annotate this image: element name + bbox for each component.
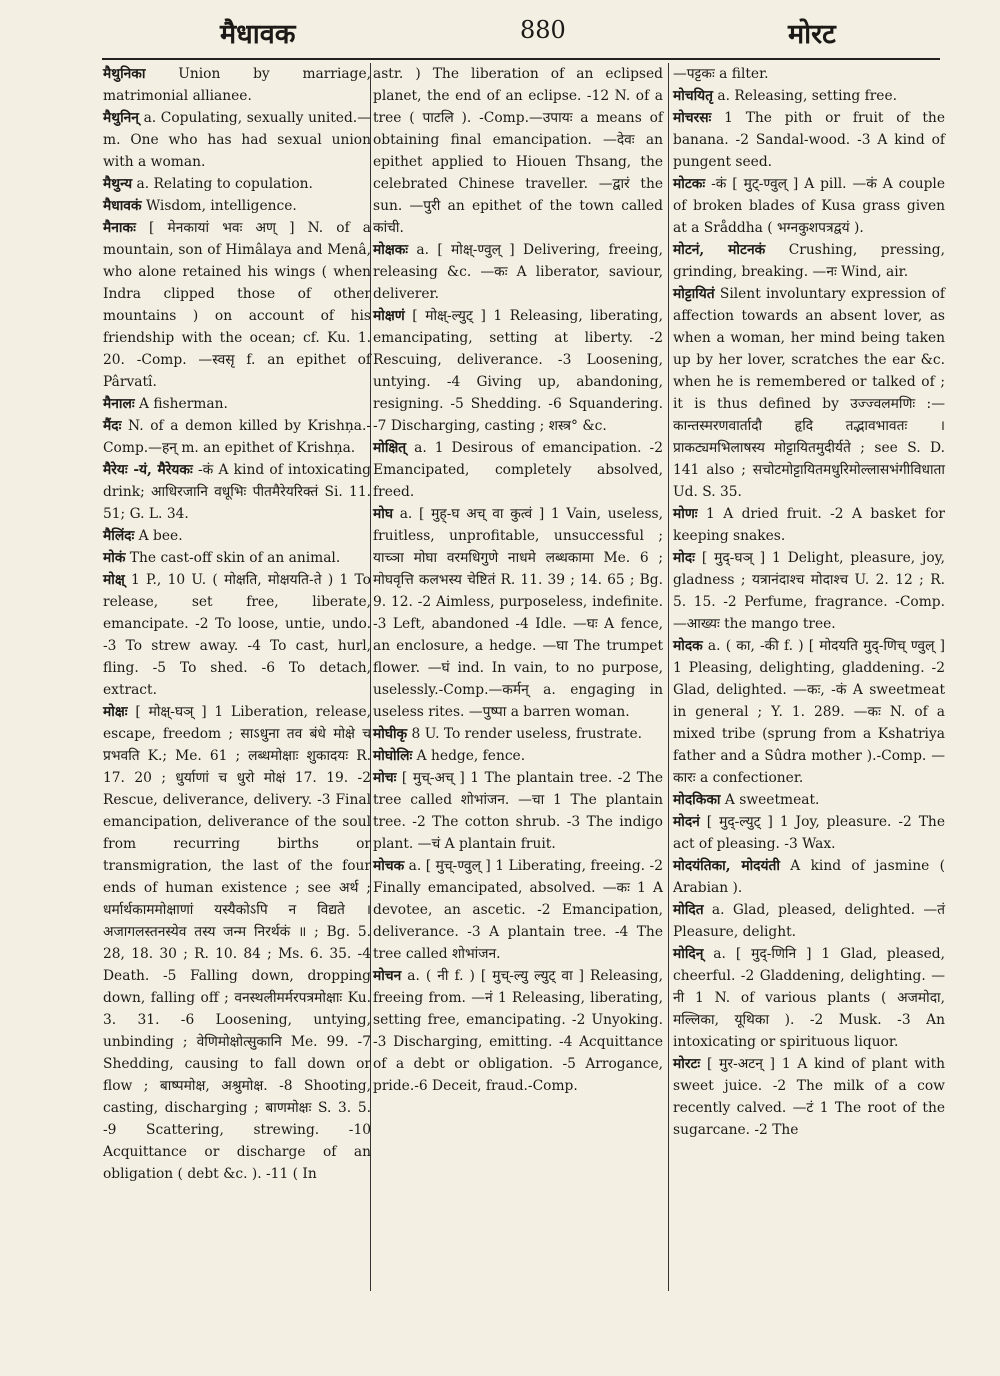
entry-headword: मोणः <box>673 506 698 522</box>
entry-headword: मैनाकः <box>103 220 136 236</box>
entry-definition: 1 The pith or fruit of the banana. -2 Sandal-wood. -3 A kind of pungent seed. <box>673 110 945 170</box>
dictionary-entry <box>673 1053 945 1141</box>
entry-headword: मैरेयः -यं, मैरेयकः <box>103 462 193 478</box>
entry-definition: The cast-off skin of an animal. <box>125 550 341 566</box>
entry-definition: a. Relating to copulation. <box>132 176 313 192</box>
entry-definition: -कं [ मुट्-ण्वुल् ] A pill. —कं A couple of broken blades of Kusa grass given at a Sråddha ( भग्नकुशपत्रद्वयं ). <box>673 176 945 236</box>
entry-headword: मैथुन्य <box>103 176 133 192</box>
entry-headword: मोक्ष् <box>103 572 125 588</box>
entry-definition: 8 U. To render useless, frustrate. <box>407 726 643 742</box>
entry-headword: मोदकिका <box>673 792 721 808</box>
entry-definition: Union by marriage, matrimonial allianee. <box>103 66 371 104</box>
entry-headword: मोक्षकः <box>373 242 409 258</box>
entry-definition: A fisherman. <box>134 396 228 412</box>
dictionary-entry <box>373 723 663 745</box>
dictionary-entry <box>103 107 371 173</box>
entry-headword: मोक्षः <box>103 704 128 720</box>
entry-definition: a. [ मुह्-घ अच् वा कुत्वं ] 1 Vain, useless, fruitless, unprofitable, unsuccessful ; याच्ञा मोघा वरमधिगुणे नाधमे लब्धकामा Me. 6 ; मोघवृत्ति कलभस्य चेष्टितं R. 11. 39 ; 14. 65 ; Bg. 9. 12. -2 Aimless, purposeless, indefinite. -3 Left, abandoned -4 Idle. —घः A fence, an enclosure, a hedge. —घा The trumpet flower. —घं ind. In vain, to no purpose, uselessly.-Comp.—कर्मन् a. engaging in useless rites. —पुष्पा a barren woman. <box>373 506 663 720</box>
entry-headword: मोघीकृ <box>373 726 408 742</box>
dictionary-entry <box>673 943 945 1053</box>
dictionary-entry <box>373 855 663 965</box>
entry-definition: [ मोक्ष्-घञ् ] 1 Liberation, release, escape, freedom ; साऽधुना तव बंधे मोक्षे च प्रभवति K.; Me. 61 ; लब्धमोक्षाः शुकादयः R. 17. 20 ; धुर्याणां च धुरो मोक्षं 17. 19. -2 Rescue, deliverance, delivery. -3 Final emancipation, deliverance of the soul from recurring births or transmigration, the last of the four ends of human existence ; see अर्थ ; धर्मार्थकाममोक्षाणां यस्यैकोऽपि न विद्यते । अजागलस्तनस्येव तस्य जन्म निरर्थकं ॥ ; Bg. 5. 28, 18. 30 ; R. 10. 84 ; Ms. 6. 35. -4 Death. -5 Falling down, dropping down, falling off ; वनस्थलीमर्मरपत्रमोक्षाः Ku. 3. 31. -6 Loosening, untying, unbinding ; वेणिमोक्षोत्सुकानि Me. 99. -7 Shedding, causing to fall down or flow ; बाष्पमोक्ष, अश्रुमोक्ष. -8 Shooting, casting, discharging ; बाणमोक्षः S. 3. 5. -9 Scattering, strewing. -10 Acquittance or discharge of an obligation ( debt &c. ). -11 ( In <box>103 704 371 1182</box>
entry-headword: मोक्षित् <box>373 440 407 456</box>
entry-definition: Silent involuntary expression of affection towards an absent lover, as when a woman, her mind being taken up by her lover, scratches the ear &c. when he is remembered or talked of ; it is thus defined by उज्ज्वलमणिः :—कान्तस्मरणवार्तादौ हृदि तद्भावभावतः । प्राकट्यमभिलाषस्य मोट्टायितमुदीर्यते ; see S. D. 141 also ; सचोटमोट्टायितमधुरिमोल्लासभंगीविधाता Ud. S. 35. <box>673 286 945 500</box>
entry-definition: 1 A dried fruit. -2 A basket for keeping snakes. <box>673 506 945 544</box>
entry-definition: a. Releasing, setting free. <box>713 88 898 104</box>
entry-definition: [ मुर-अटन् ] 1 A kind of plant with sweet juice. -2 The milk of a cow recently calved. —टं 1 The root of the sugarcane. -2 The <box>673 1056 945 1138</box>
entry-definition: a. Copulating, sexually united.—m. One who has had sexual union with a woman. <box>103 110 371 170</box>
entry-definition: -कं A kind of intoxicating drink; आधिरजानि वधूभिः पीतमैरेयरिक्तं Si. 11. 51; G. L. 34. <box>103 462 371 522</box>
column-1 <box>103 63 371 1185</box>
entry-definition: a. Glad, pleased, delighted. —तं Pleasure, delight. <box>673 902 945 940</box>
dictionary-entry <box>373 437 663 503</box>
entry-definition: a. 1 Desirous of emancipation. -2 Emancipated, completely absolved, freed. <box>373 440 663 500</box>
entry-definition: —पट्टकः a filter. <box>673 66 769 82</box>
right-running-headword: मोरट <box>788 19 836 50</box>
entry-headword: मोदनं <box>673 814 700 830</box>
dictionary-entry <box>103 547 371 569</box>
entry-definition: [ मुच्-अच् ] 1 The plantain tree. -2 The tree called शोभांजन. —चा 1 The plantain tree. -2 The cotton shrub. -3 The indigo plant. —चं A plantain fruit. <box>373 770 663 852</box>
entry-definition: astr. ) The liberation of an eclipsed planet, the end of an eclipse. -12 N. of a tree ( पाटलि ). -Comp.—उपायः a means of obtaining final emancipation. —देवः an epithet applied to Hiouen Thsang, the celebrated Chinese traveller. —द्वारं the sun. —पुरी an epithet of the town called कांची. <box>373 66 663 236</box>
header-rule <box>102 58 940 60</box>
entry-definition: a. [ मोक्ष्-ण्वुल् ] Delivering, freeing, releasing &c. —कः A liberator, saviour, deliverer. <box>373 242 663 302</box>
entry-definition: [ मेनकायां भवः अण् ] N. of a mountain, son of Himâlaya and Menâ, who alone retained his wings ( when Indra clipped those of other mountains ) on account of his friendship with the ocean; cf. Ku. 1. 20. -Comp. —स्वसृ f. an epithet of Pârvatî. <box>103 220 371 390</box>
entry-definition: [ मुद्-ल्युट् ] 1 Joy, pleasure. -2 The act of pleasing. -3 Wax. <box>673 814 945 852</box>
dictionary-entry <box>103 217 371 393</box>
entry-headword: मोट्टायितं <box>673 286 715 302</box>
left-running-headword: मैधावक <box>220 19 296 50</box>
entry-headword: मोदिन् <box>673 946 704 962</box>
dictionary-entry <box>103 701 371 1185</box>
entry-headword: मोरटः <box>673 1056 701 1072</box>
entry-headword: मोदयंतिका, मोदयंती <box>673 858 780 874</box>
entry-definition: A bee. <box>134 528 183 544</box>
entry-headword: मोदः <box>673 550 695 566</box>
entry-headword: मोदक <box>673 638 703 654</box>
entry-headword: मैथुनिन् <box>103 110 139 126</box>
entry-definition: Crushing, pressing, grinding, breaking. —नः Wind, air. <box>673 242 946 280</box>
entry-headword: मोकं <box>103 550 126 566</box>
entry-headword: मोचक <box>373 858 405 874</box>
dictionary-entry <box>673 855 945 899</box>
dictionary-entry <box>373 745 663 767</box>
entry-definition: N. of a demon killed by Krishņa.-Comp.—हन् m. an epithet of Krishņa. <box>103 418 371 456</box>
entry-headword: मोघोलिः <box>373 748 413 764</box>
dictionary-entry <box>673 63 945 85</box>
entry-headword: मोचः <box>373 770 397 786</box>
dictionary-entry <box>103 393 371 415</box>
entry-headword: मोचरसः <box>673 110 712 126</box>
entry-definition: a. ( का, -की f. ) [ मोदयति मुद्-णिच् ण्वुल् ] 1 Pleasing, delighting, gladdening. -2 Glad, delighted. —कः, -कं A sweetmeat in general ; Y. 1. 289. —कः N. of a mixed tribe (sprung from a Kshatriya father and a Sûdra mother ).-Comp. —कारः a confectioner. <box>673 638 945 786</box>
entry-headword: मोटकः <box>673 176 706 192</box>
entry-definition: A sweetmeat. <box>720 792 820 808</box>
entry-headword: मोक्षणं <box>373 308 405 324</box>
dictionary-entry <box>103 195 371 217</box>
dictionary-entry <box>373 965 663 1097</box>
entry-headword: मोचयितृ <box>673 88 714 104</box>
entry-definition: A kind of jasmine ( Arabian ). <box>673 858 945 896</box>
dictionary-entry <box>103 459 371 525</box>
entry-headword: मोचन <box>373 968 402 984</box>
column-2 <box>373 63 663 1097</box>
dictionary-entry <box>673 635 945 789</box>
dictionary-entry <box>673 107 945 173</box>
entry-headword: मोदित <box>673 902 704 918</box>
dictionary-entry <box>673 789 945 811</box>
dictionary-entry <box>673 811 945 855</box>
dictionary-entry <box>103 63 371 107</box>
dictionary-entry <box>373 239 663 305</box>
dictionary-entry <box>673 173 945 239</box>
page-header <box>80 14 940 58</box>
dictionary-entry <box>673 547 945 635</box>
entry-headword: मैलिंदः <box>103 528 135 544</box>
entry-definition: Wisdom, intelligence. <box>141 198 297 214</box>
dictionary-entry <box>673 899 945 943</box>
dictionary-entry <box>673 85 945 107</box>
dictionary-entry <box>673 503 945 547</box>
entry-headword: मोटनं, मोटनकं <box>673 242 766 258</box>
column-divider <box>668 63 669 1291</box>
dictionary-entry <box>103 525 371 547</box>
entry-definition: A hedge, fence. <box>412 748 526 764</box>
entry-definition: [ मोक्ष्-ल्युट् ] 1 Releasing, liberating, emancipating, setting at liberty. -2 Rescuing, deliverance. -3 Loosening, untying. -4 Giving up, abandoning, resigning. -5 Shedding. -6 Squandering. -7 Discharging, casting ; शस्त्र° &c. <box>373 308 663 434</box>
dictionary-entry <box>373 767 663 855</box>
entry-definition: a. [ मुच्-ण्वुल् ] 1 Liberating, freeing. -2 Finally emancipated, absolved. —कः 1 A devotee, an ascetic. -2 Emancipation, deliverance. -3 A plantain tree. -4 The tree called शोभांजन. <box>373 858 663 962</box>
dictionary-entry <box>673 239 945 283</box>
dictionary-entry <box>103 569 371 701</box>
entry-headword: मैनालः <box>103 396 135 412</box>
entry-definition: a. [ मुद्-णिनि ] 1 Glad, pleased, cheerful. -2 Gladdening, delighting. —नी 1 N. of various plants ( अजमोदा, मल्लिका, यूथिका ). -2 Musk. -3 An intoxicating or spirituous liquor. <box>673 946 945 1050</box>
entry-headword: मैधावकं <box>103 198 142 214</box>
dictionary-entry <box>103 415 371 459</box>
entry-definition: [ मुद्-घञ् ] 1 Delight, pleasure, joy, gladness ; यत्रानंदाश्च मोदाश्च U. 2. 12 ; R. 5. 15. -2 Perfume, fragrance. -Comp. —आख्यः the mango tree. <box>673 550 945 632</box>
dictionary-entry <box>373 63 663 239</box>
entry-headword: मैंदः <box>103 418 122 434</box>
dictionary-entry <box>373 305 663 437</box>
entry-definition: a. ( नी f. ) [ मुच्-ल्यु ल्युट् वा ] Releasing, freeing from. —नं 1 Releasing, liberating, setting free, emancipating. -2 Unyoking. -3 Discharging, emitting. -4 Acquittance of a debt or obligation. -5 Arrogance, pride.-6 Deceit, fraud.-Comp. <box>373 968 663 1094</box>
column-3 <box>673 63 945 1141</box>
entry-headword: मोघ <box>373 506 393 522</box>
entry-headword: मैथुनिका <box>103 66 146 82</box>
page-number: 880 <box>520 16 566 44</box>
entry-definition: 1 P., 10 U. ( मोक्षति, मोक्षयति-ते ) 1 To release, set free, liberate, emancipate. -2 To loose, untie, undo. -3 To strew away. -4 To cast, hurl, fling. -5 To shed. -6 To detach, extract. <box>103 572 371 698</box>
dictionary-entry <box>103 173 371 195</box>
dictionary-entry <box>373 503 663 723</box>
dictionary-entry <box>673 283 945 503</box>
